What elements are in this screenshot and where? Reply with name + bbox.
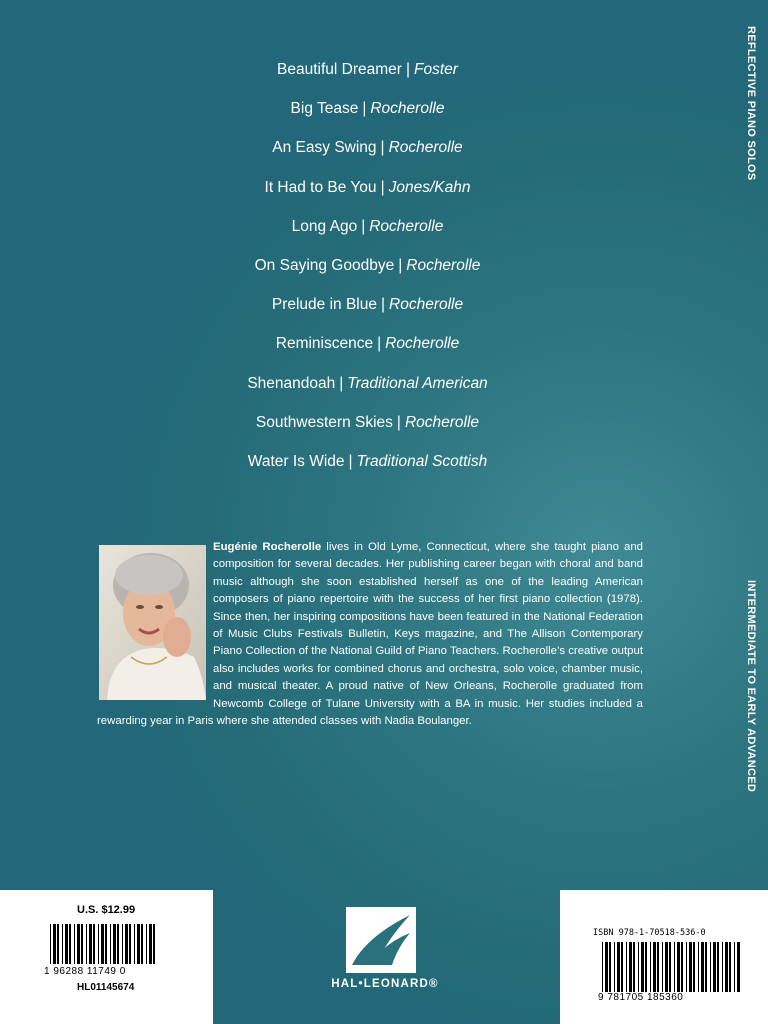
song-composer: Traditional American xyxy=(347,374,488,392)
level-label: INTERMEDIATE TO EARLY ADVANCED xyxy=(745,580,757,793)
song-item xyxy=(90,248,645,287)
song-composer: Rocherolle xyxy=(385,335,460,353)
separator: | xyxy=(405,61,410,78)
song-title: On Saying Goodbye xyxy=(254,256,395,274)
song-item xyxy=(90,91,645,130)
song-composer: Rocherolle xyxy=(404,413,480,431)
song-composer: Rocherolle xyxy=(406,256,481,274)
separator: | xyxy=(398,256,403,274)
song-composer: Jones/Kahn xyxy=(388,178,471,196)
song-composer: Rocherolle xyxy=(388,139,463,157)
song-item xyxy=(90,170,645,209)
song-title: Beautiful Dreamer xyxy=(277,61,402,78)
separator: | xyxy=(396,413,401,431)
isbn-panel xyxy=(560,890,768,1024)
separator: | xyxy=(380,139,385,157)
upc-digits: 1 96288 11749 0 xyxy=(44,966,126,977)
song-list xyxy=(90,52,645,483)
song-title: Southwestern Skies xyxy=(255,413,393,431)
song-title: Water Is Wide xyxy=(247,452,345,470)
song-composer: Rocherolle xyxy=(369,217,444,235)
song-item xyxy=(90,366,645,405)
song-item xyxy=(90,326,645,365)
separator: | xyxy=(377,335,382,353)
song-title: Big Tease xyxy=(290,100,359,118)
separator: | xyxy=(380,178,385,196)
bio-text: lives in Old Lyme, Connecticut, where she taught piano and composition for several decades. Her publishing career began with choral and band music although she soon established herself as one of the leading American composers of piano repertoire with the success of her first piano collection (1978). Since then, her inspiring compositions have been featured in the National Federation of Music Clubs Festivals Bulletin, Keys magazine, and The Allison Contemporary Piano Collection of the National Guild of Piano Teachers. Rocherolle’s creative output also includes works for combined chorus and orchestra, solo voice, chamber music, and musical theater. A proud native of New Orleans, Rocherolle graduated from Newcomb College of Tulane University with a BA in music. Her studies included a rewarding year in Paris where she attended classes with Nadia Boulanger. xyxy=(97,541,643,728)
song-title: Shenandoah xyxy=(247,374,336,392)
song-item xyxy=(90,405,645,444)
song-title: An Easy Swing xyxy=(272,139,377,157)
composer-name: Eugénie Rocherolle xyxy=(213,541,322,553)
separator: | xyxy=(380,296,386,314)
song-composer: Rocherolle xyxy=(370,100,445,118)
song-title: Prelude in Blue xyxy=(271,296,377,314)
song-title: Reminiscence xyxy=(275,335,374,353)
song-composer: Traditional Scottish xyxy=(356,452,488,470)
separator: | xyxy=(361,217,366,235)
composer-bio xyxy=(97,539,643,730)
isbn-label: ISBN 978-1-70518-536-0 xyxy=(593,928,706,938)
isbn-digits: 9 781705 185360 xyxy=(598,992,684,1003)
song-item xyxy=(90,444,645,483)
hal-leonard-logo xyxy=(346,907,416,973)
price-panel xyxy=(0,890,213,1024)
song-item xyxy=(90,287,645,326)
price-label: U.S. $12.99 xyxy=(77,904,136,916)
song-item xyxy=(90,52,645,91)
song-title: Long Ago xyxy=(291,217,358,235)
series-title: REFLECTIVE PIANO SOLOS xyxy=(745,26,757,181)
isbn-barcode xyxy=(602,942,742,992)
separator: | xyxy=(348,452,353,470)
song-title: It Had to Be You xyxy=(264,178,377,196)
separator: | xyxy=(362,100,367,118)
song-composer: Rocherolle xyxy=(389,296,464,314)
song-composer: Foster xyxy=(414,61,458,78)
separator: | xyxy=(339,374,344,392)
publisher-name: HAL•LEONARD® xyxy=(331,978,439,990)
song-item xyxy=(90,130,645,169)
song-item xyxy=(90,209,645,248)
product-code: HL01145674 xyxy=(77,982,135,993)
upc-barcode xyxy=(50,924,160,964)
